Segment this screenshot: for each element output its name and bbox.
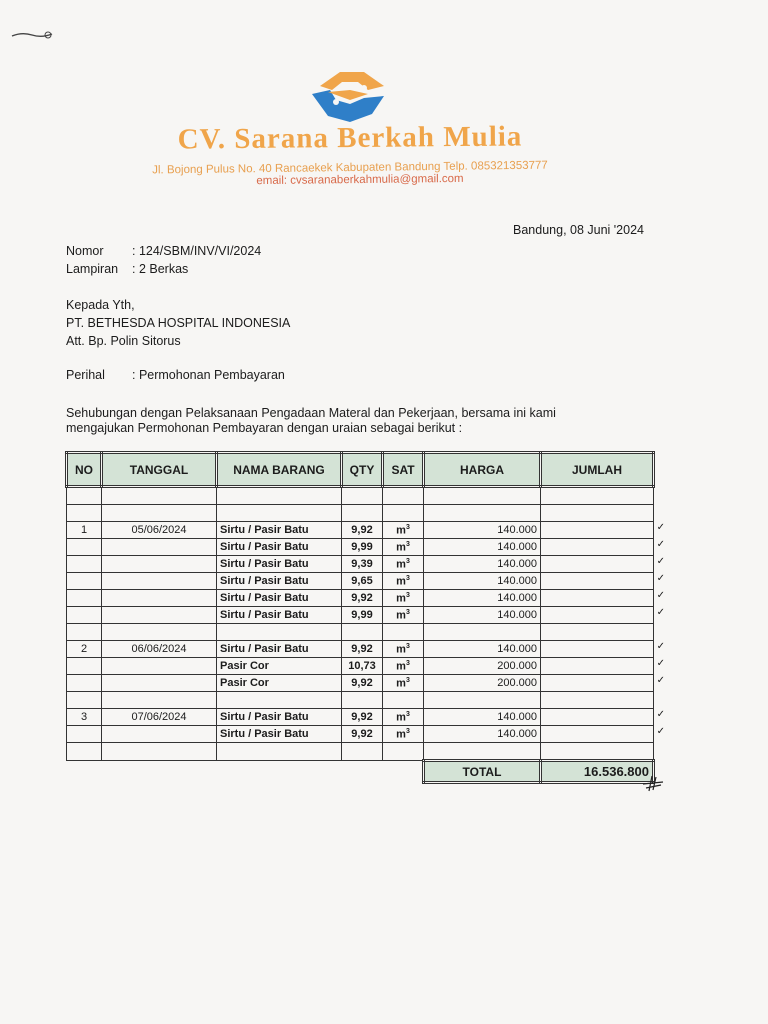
cell-no: [67, 675, 102, 692]
cell-jumlah: [541, 675, 665, 692]
cell-tanggal: 06/06/2024: [102, 641, 217, 658]
unit-superscript: 3: [405, 540, 410, 548]
cell-nama-barang: Sirtu / Pasir Batu: [217, 539, 342, 556]
total-row: [67, 761, 654, 783]
cell-qty: 9,92: [342, 709, 383, 726]
cell-nama-barang: Sirtu / Pasir Batu: [217, 607, 342, 624]
cell-jumlah: [541, 487, 654, 505]
cell-harga: 140.000: [424, 607, 541, 624]
header-qty: QTY: [342, 453, 383, 487]
cell-no: [67, 505, 102, 522]
lampiran-line: [66, 262, 188, 276]
cell-sat: [383, 487, 424, 505]
table-row: [67, 641, 654, 658]
unit-text: m: [396, 592, 406, 605]
cell-jumlah: [541, 573, 665, 590]
cell-jumlah: [541, 743, 654, 761]
cell-harga: 140.000: [424, 641, 541, 658]
cell-qty: 9,39: [342, 556, 383, 573]
cell-no: [67, 487, 102, 505]
table-row: [67, 556, 654, 573]
table-row: [67, 539, 654, 556]
cell-jumlah: [541, 709, 665, 726]
cell-no: [67, 573, 102, 590]
cell-jumlah: [541, 556, 665, 573]
company-address: Jl. Bojong Pulus No. 40 Rancaekek Kabupaten Bandung Telp. 085321353777: [152, 159, 548, 177]
unit-superscript: 3: [405, 642, 410, 650]
table-row: [67, 709, 654, 726]
cell-tanggal: [102, 556, 217, 573]
recipient-line-3: Att. Bp. Polin Sitorus: [66, 334, 181, 348]
cell-nama-barang: Sirtu / Pasir Batu: [217, 641, 342, 658]
cell-nama-barang: [217, 692, 342, 709]
total-value: 16.536.800: [541, 761, 654, 783]
cell-sat: [383, 692, 424, 709]
cell-qty: 9,92: [342, 522, 383, 539]
recipient-line-2: PT. BETHESDA HOSPITAL INDONESIA: [66, 316, 291, 330]
unit-text: m: [396, 643, 406, 656]
cell-tanggal: [102, 590, 217, 607]
company-name: CV. Sarana Berkah Mulia: [177, 120, 523, 156]
cell-nama-barang: [217, 624, 342, 641]
table-header-row: [67, 453, 654, 487]
cell-sat: [383, 607, 424, 624]
lampiran-value: : 2 Berkas: [132, 262, 189, 276]
check-mark: ✓: [656, 573, 665, 584]
cell-no: [67, 539, 102, 556]
cell-sat: [383, 641, 424, 658]
cell-tanggal: 05/06/2024: [102, 522, 217, 539]
cell-sat: [383, 726, 424, 743]
perihal-value: : Permohonan Pembayaran: [132, 368, 285, 382]
cell-tanggal: [102, 624, 217, 641]
lampiran-label: Lampiran: [66, 262, 119, 276]
table-row: [67, 573, 654, 590]
cell-tanggal: [102, 505, 217, 522]
cell-jumlah: [541, 624, 654, 641]
cell-harga: [424, 624, 541, 641]
nomor-label: Nomor: [66, 244, 104, 258]
cell-no: 2: [67, 641, 102, 658]
cell-no: [67, 658, 102, 675]
check-mark: ✓: [656, 641, 665, 652]
cell-tanggal: [102, 607, 217, 624]
cell-qty: [342, 624, 383, 641]
cell-qty: 9,92: [342, 641, 383, 658]
cell-harga: [424, 505, 541, 522]
recipient-line-1: Kepada Yth,: [66, 298, 135, 312]
unit-superscript: 3: [405, 659, 410, 667]
cell-harga: 140.000: [424, 709, 541, 726]
cell-tanggal: [102, 539, 217, 556]
cell-harga: 140.000: [424, 726, 541, 743]
cell-nama-barang: [217, 743, 342, 761]
cell-harga: [424, 487, 541, 505]
check-mark: ✓: [656, 522, 665, 533]
cell-no: [67, 607, 102, 624]
cell-harga: 200.000: [424, 675, 541, 692]
cell-qty: 9,99: [342, 607, 383, 624]
body-line-2: mengajukan Permohonan Pembayaran dengan uraian sebagai berikut :: [66, 421, 463, 435]
cell-sat: [383, 505, 424, 522]
cell-nama-barang: Sirtu / Pasir Batu: [217, 590, 342, 607]
cell-nama-barang: Sirtu / Pasir Batu: [217, 573, 342, 590]
nomor-value: : 124/SBM/INV/VI/2024: [132, 244, 262, 258]
check-mark: ✓: [656, 607, 665, 618]
check-mark: ✓: [656, 675, 665, 686]
cell-no: [67, 590, 102, 607]
header-no: NO: [67, 453, 102, 487]
cell-qty: [342, 505, 383, 522]
cell-no: [67, 556, 102, 573]
unit-text: m: [396, 677, 406, 690]
cell-qty: 9,92: [342, 675, 383, 692]
cell-sat: [383, 675, 424, 692]
check-mark: ✓: [656, 709, 665, 720]
cell-tanggal: [102, 487, 217, 505]
letter-date: Bandung, 08 Juni '2024: [513, 223, 644, 237]
cell-tanggal: 07/06/2024: [102, 709, 217, 726]
cell-sat: [383, 590, 424, 607]
unit-superscript: 3: [405, 727, 410, 735]
cell-qty: 9,99: [342, 539, 383, 556]
cell-jumlah: [541, 539, 665, 556]
header-tanggal: TANGGAL: [102, 453, 217, 487]
unit-superscript: 3: [405, 676, 410, 684]
cell-tanggal: [102, 658, 217, 675]
cell-jumlah: [541, 522, 665, 539]
unit-text: m: [396, 575, 406, 588]
cell-sat: [383, 556, 424, 573]
unit-text: m: [396, 558, 406, 571]
paraf-signature: [640, 774, 666, 792]
header-harga: HARGA: [424, 453, 541, 487]
check-mark: ✓: [656, 658, 665, 669]
cell-qty: 9,65: [342, 573, 383, 590]
cell-no: [67, 692, 102, 709]
cell-nama-barang: Pasir Cor: [217, 658, 342, 675]
table-row: [67, 522, 654, 539]
staple-mark: [10, 28, 54, 40]
table-row: [67, 487, 654, 505]
cell-harga: 140.000: [424, 556, 541, 573]
cell-jumlah: [541, 658, 665, 675]
cell-harga: [424, 692, 541, 709]
cell-sat: [383, 539, 424, 556]
cell-harga: 140.000: [424, 573, 541, 590]
unit-superscript: 3: [405, 710, 410, 718]
unit-text: m: [396, 660, 406, 673]
table-row: [67, 624, 654, 641]
header-nama-barang: NAMA BARANG: [217, 453, 342, 487]
cell-sat: [383, 522, 424, 539]
cell-sat: [383, 624, 424, 641]
unit-superscript: 3: [405, 591, 410, 599]
cell-jumlah: [541, 505, 654, 522]
perihal-line: [66, 368, 285, 382]
unit-superscript: 3: [405, 523, 410, 531]
table-row: [67, 743, 654, 761]
cell-nama-barang: Sirtu / Pasir Batu: [217, 556, 342, 573]
unit-text: m: [396, 728, 406, 741]
table-row: [67, 675, 654, 692]
cell-nama-barang: [217, 487, 342, 505]
company-email: email: cvsaranaberkahmulia@gmail.com: [256, 172, 464, 188]
table-row: [67, 658, 654, 675]
cell-no: [67, 624, 102, 641]
cell-nama-barang: Sirtu / Pasir Batu: [217, 709, 342, 726]
check-mark: ✓: [656, 726, 665, 737]
cell-nama-barang: Sirtu / Pasir Batu: [217, 522, 342, 539]
cell-jumlah: [541, 590, 665, 607]
cell-qty: [342, 743, 383, 761]
cell-sat: [383, 743, 424, 761]
cell-no: [67, 726, 102, 743]
cell-qty: 9,92: [342, 726, 383, 743]
cell-qty: [342, 692, 383, 709]
cell-harga: 140.000: [424, 539, 541, 556]
nomor-line: [66, 244, 261, 258]
unit-superscript: 3: [405, 608, 410, 616]
check-mark: ✓: [656, 539, 665, 550]
cell-tanggal: [102, 573, 217, 590]
table-row: [67, 726, 654, 743]
perihal-label: Perihal: [66, 368, 105, 382]
table-row: [67, 607, 654, 624]
unit-superscript: 3: [405, 574, 410, 582]
body-line-1: Sehubungan dengan Pelaksanaan Pengadaan Materal dan Pekerjaan, bersama ini kami: [66, 406, 556, 420]
check-mark: ✓: [656, 590, 665, 601]
cell-qty: 10,73: [342, 658, 383, 675]
cell-harga: [424, 743, 541, 761]
company-logo: [306, 64, 392, 128]
cell-harga: 200.000: [424, 658, 541, 675]
cell-sat: [383, 709, 424, 726]
table-row: [67, 590, 654, 607]
cell-harga: 140.000: [424, 590, 541, 607]
cell-nama-barang: [217, 505, 342, 522]
unit-superscript: 3: [405, 557, 410, 565]
unit-text: m: [396, 541, 406, 554]
cell-qty: 9,92: [342, 590, 383, 607]
table-row: [67, 505, 654, 522]
total-label: TOTAL: [424, 761, 541, 783]
total-spacer: [67, 761, 424, 783]
cell-jumlah: [541, 692, 654, 709]
cell-no: 1: [67, 522, 102, 539]
cell-jumlah: [541, 641, 665, 658]
table-row: [67, 692, 654, 709]
check-mark: ✓: [656, 556, 665, 567]
unit-text: m: [396, 609, 406, 622]
cell-qty: [342, 487, 383, 505]
invoice-table: [65, 451, 665, 784]
header-jumlah: JUMLAH: [541, 453, 654, 487]
unit-text: m: [396, 524, 406, 537]
cell-tanggal: [102, 692, 217, 709]
cell-nama-barang: Sirtu / Pasir Batu: [217, 726, 342, 743]
cell-tanggal: [102, 743, 217, 761]
cell-tanggal: [102, 675, 217, 692]
cell-no: [67, 743, 102, 761]
cell-sat: [383, 658, 424, 675]
header-sat: SAT: [383, 453, 424, 487]
cell-sat: [383, 573, 424, 590]
cell-jumlah: [541, 726, 665, 743]
cell-no: 3: [67, 709, 102, 726]
cell-jumlah: [541, 607, 665, 624]
cell-tanggal: [102, 726, 217, 743]
cell-harga: 140.000: [424, 522, 541, 539]
unit-text: m: [396, 711, 406, 724]
cell-nama-barang: Pasir Cor: [217, 675, 342, 692]
